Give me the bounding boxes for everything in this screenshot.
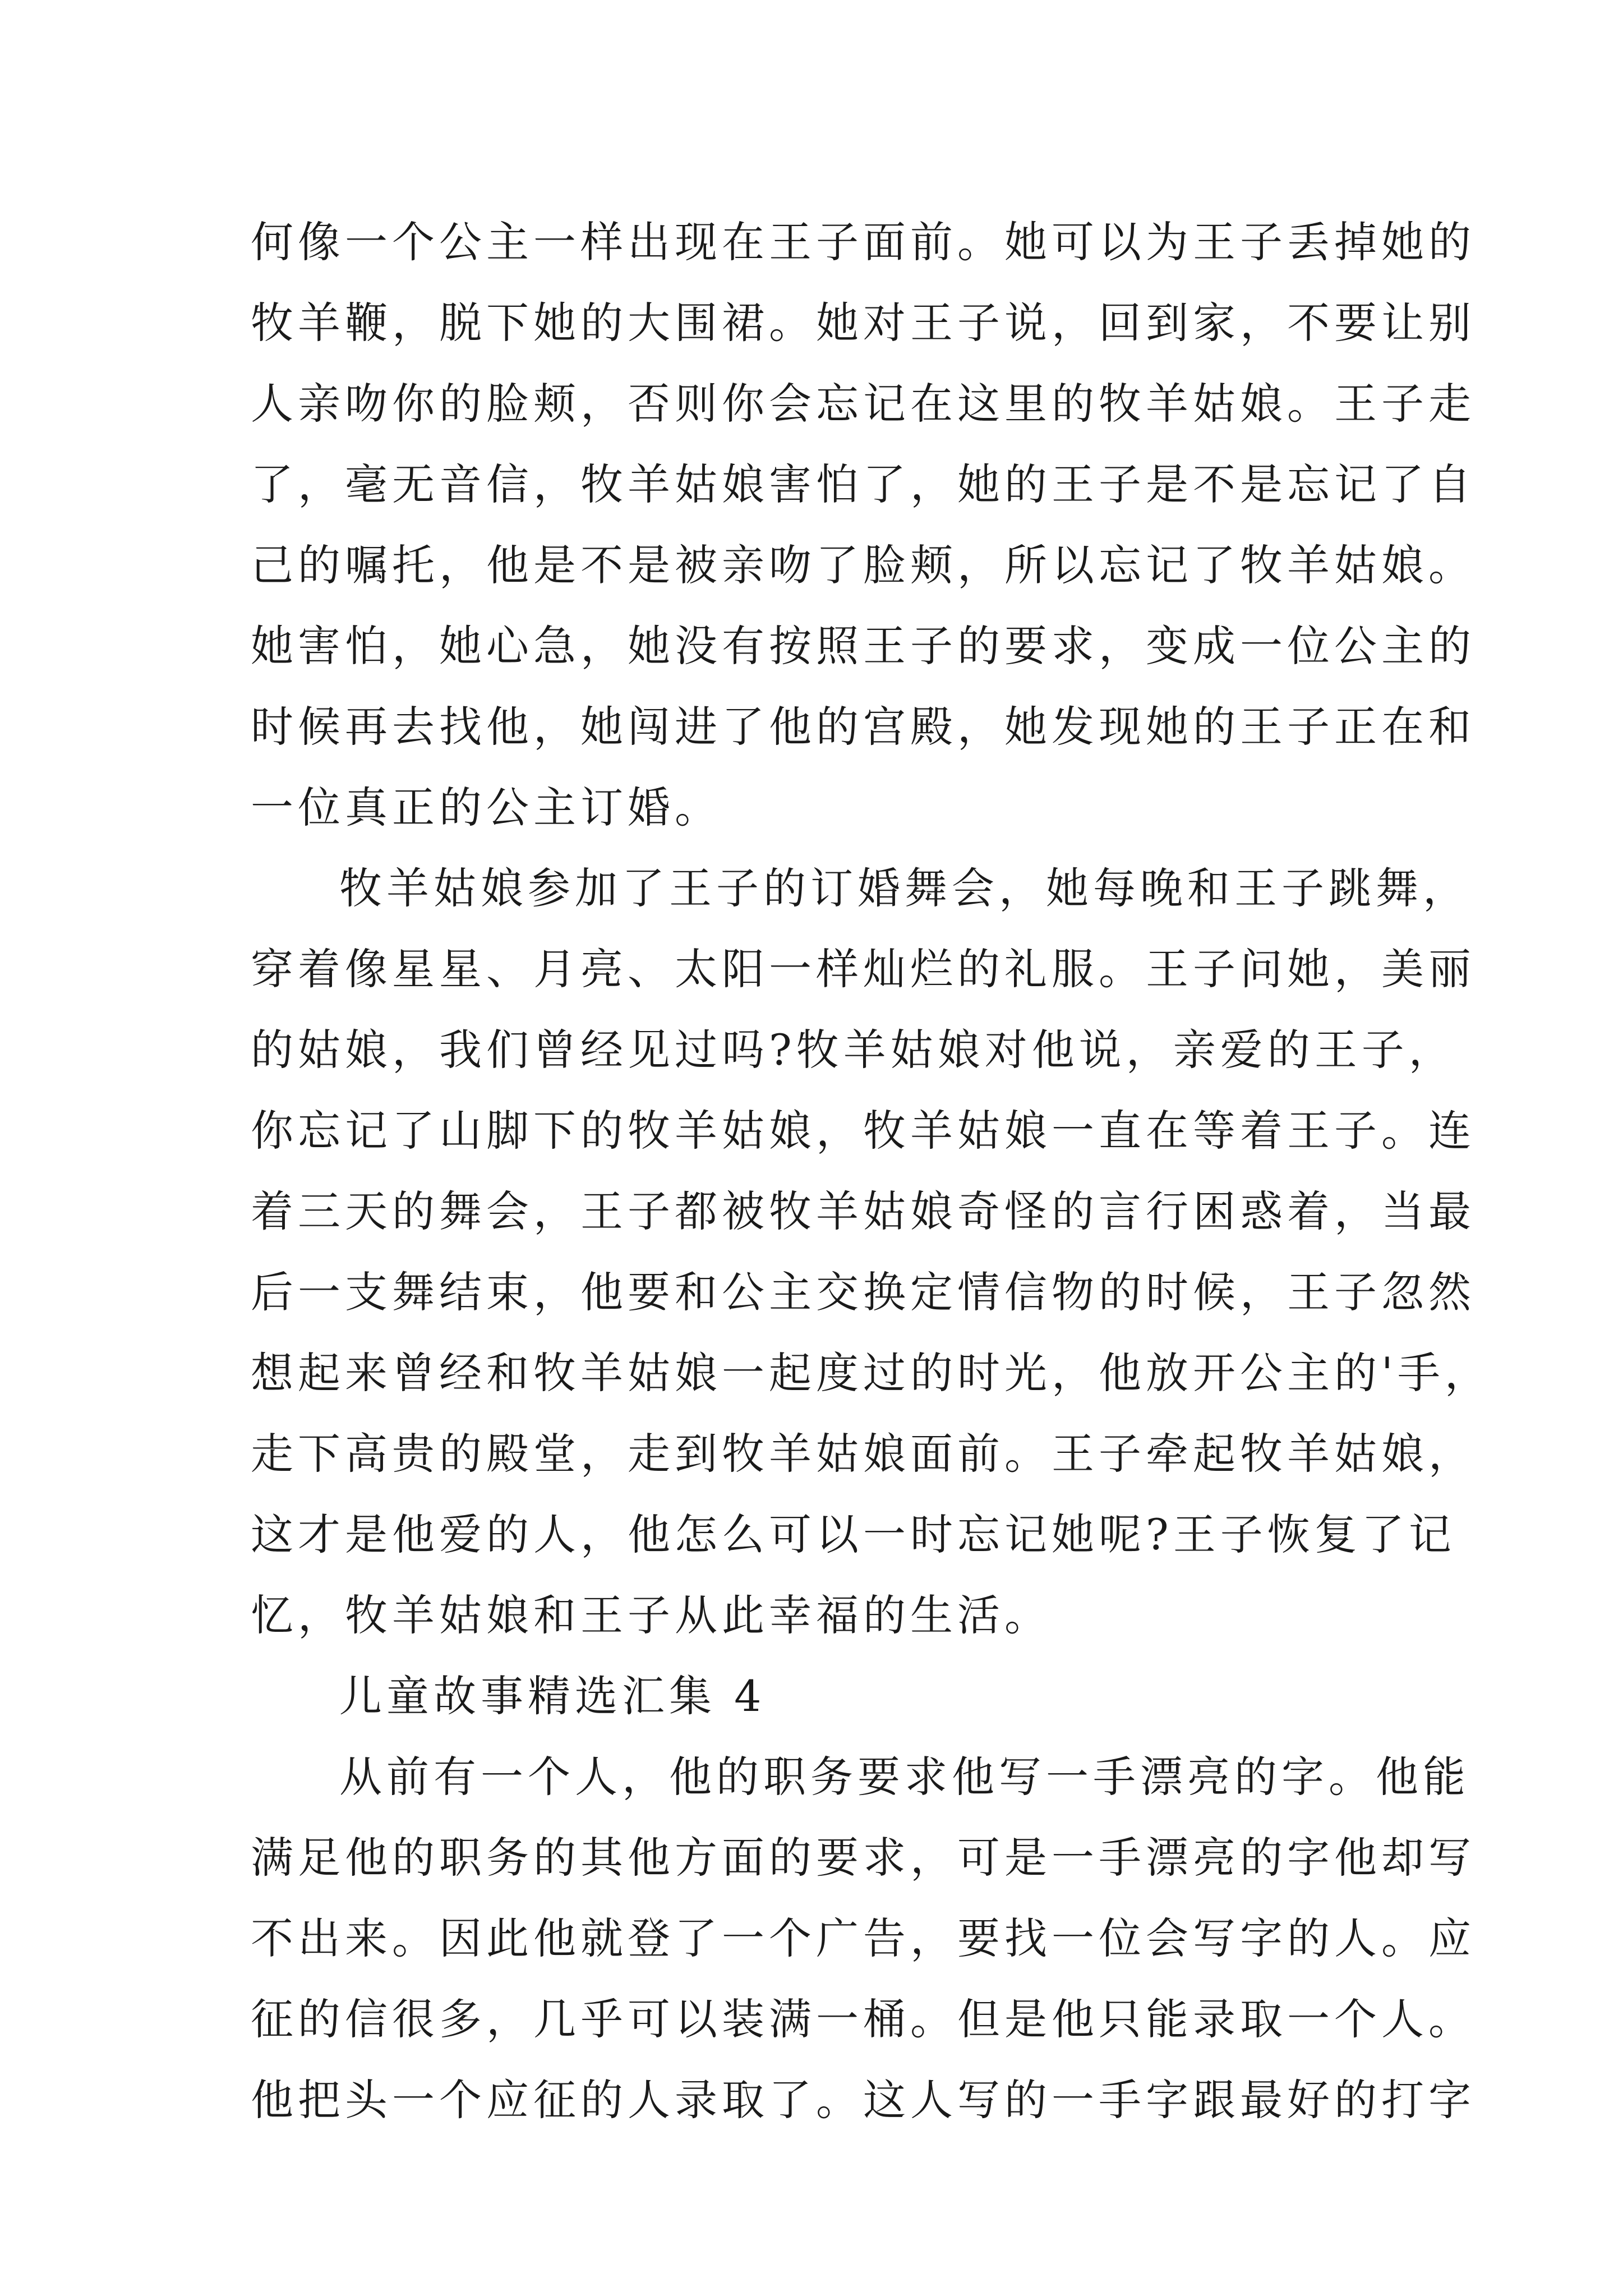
text-line: 牧羊鞭，脱下她的大围裙。她对王子说，回到家，不要让别 (251, 298, 1476, 348)
text-line: 不出来。因此他就登了一个广告，要找一位会写字的人。应 (251, 1913, 1476, 1963)
paragraph-first-line: 从前有一个人，他的职务要求他写一手漂亮的字。他能 (339, 1752, 1470, 1802)
text-line: 忆，牧羊姑娘和王子从此幸福的生活。 (251, 1590, 1052, 1640)
text-line: 走下高贵的殿堂，走到牧羊姑娘面前。王子牵起牧羊姑娘， (251, 1429, 1476, 1479)
text-line: 想起来曾经和牧羊姑娘一起度过的时光，他放开公主的'手， (251, 1348, 1492, 1398)
body-text (251, 202, 1492, 2141)
text-line: 己的嘱托，他是不是被亲吻了脸颊，所以忘记了牧羊姑娘。 (251, 540, 1476, 590)
text-line: 穿着像星星、月亮、太阳一样灿烂的礼服。王子问她，美丽 (251, 944, 1476, 994)
text-line: 她害怕，她心急，她没有按照王子的要求，变成一位公主的 (251, 621, 1476, 671)
paragraph-first-line: 儿童故事精选汇集 4 (339, 1671, 766, 1721)
text-line: 这才是他爱的人，他怎么可以一时忘记她呢?王子恢复了记 (251, 1510, 1456, 1559)
text-line: 何像一个公主一样出现在王子面前。她可以为王子丢掉她的 (251, 217, 1476, 267)
text-line: 了，毫无音信，牧羊姑娘害怕了，她的王子是不是忘记了自 (251, 459, 1476, 509)
text-line: 着三天的舞会，王子都被牧羊姑娘奇怪的言行困惑着，当最 (251, 1186, 1476, 1236)
text-line: 时候再去找他，她闯进了他的宫殿，她发现她的王子正在和 (251, 702, 1476, 752)
text-line: 人亲吻你的脸颊，否则你会忘记在这里的牧羊姑娘。王子走 (251, 379, 1476, 429)
text-line: 满足他的职务的其他方面的要求，可是一手漂亮的字他却写 (251, 1833, 1476, 1883)
text-line: 他把头一个应征的人录取了。这人写的一手字跟最好的打字 (251, 2075, 1476, 2125)
text-line: 一位真正的公主订婚。 (251, 783, 722, 832)
text-line: 的姑娘，我们曾经见过吗?牧羊姑娘对他说，亲爱的王子， (251, 1025, 1456, 1075)
text-line: 后一支舞结束，他要和公主交换定情信物的时候，王子忽然 (251, 1267, 1476, 1317)
paragraph-first-line: 牧羊姑娘参加了王子的订婚舞会，她每晚和王子跳舞， (339, 863, 1470, 913)
text-line: 征的信很多，几乎可以装满一桶。但是他只能录取一个人。 (251, 1994, 1476, 2044)
text-line: 你忘记了山脚下的牧羊姑娘，牧羊姑娘一直在等着王子。连 (251, 1106, 1476, 1156)
